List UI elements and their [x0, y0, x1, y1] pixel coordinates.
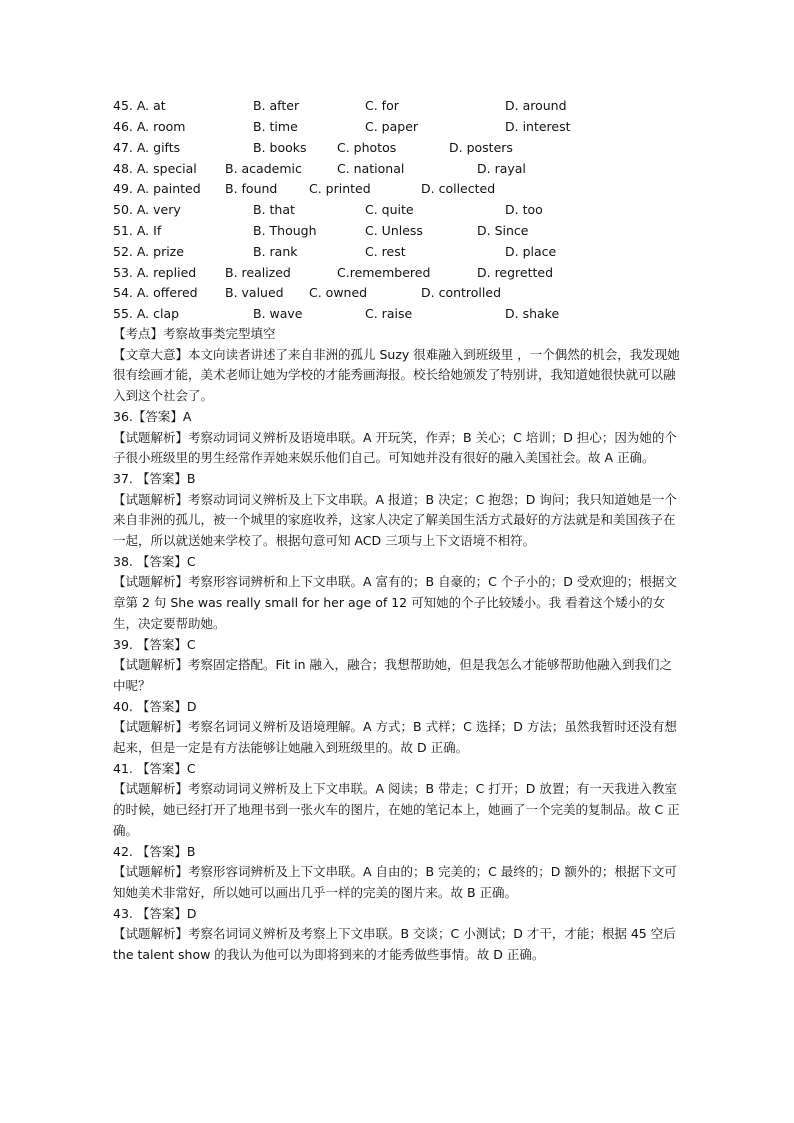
answer-43: 43. 【答案】D	[113, 905, 197, 921]
option-b: B. found	[225, 181, 278, 196]
option-a: 53. A. replied	[113, 265, 197, 280]
option-a: 55. A. clap	[113, 306, 180, 321]
option-d: D. place	[505, 244, 557, 259]
option-a: 52. A. prize	[113, 244, 184, 259]
option-b: B. realized	[225, 265, 291, 280]
option-a: 46. A. room	[113, 119, 186, 134]
kaodian-line: 【考点】考察故事类完型填空	[113, 326, 276, 341]
option-a: 54. A. offered	[113, 285, 198, 300]
analysis-43: 【试题解析】考察名词词义辨析及考察上下文串联。B 交谈；C 小测试；D 才干，才能；根据 45 空后 the talent show 的我认为他可以为即将到来的才能秀做些事情。故 D 正确。	[113, 926, 676, 963]
analysis-40: 【试题解析】考察名词词义辨析及语境理解。A 方式；B 式样；C 选择；D 方法；虽然我暂时还没有想起来，但是一定是有方法能够让她融入到班级里的。故 D 正确。	[113, 719, 677, 756]
option-c: C. paper	[365, 119, 419, 134]
analysis-38: 【试题解析】考察形容词辨析和上下文串联。A 富有的；B 自豪的；C 个子小的；D 受欢迎的；根据文章第 2 句 She was really small for her age of 12 可知她的个子比较矮小。我 看着这个矮小的女生，决定要帮助她。	[113, 574, 677, 631]
option-d: D. posters	[449, 140, 513, 155]
analysis-37: 【试题解析】考察动词词义辨析及上下文串联。A 报道；B 决定；C 抱怨；D 询问；我只知道她是一个来自非洲的孤儿，被一个城里的家庭收养，这家人决定了解美国生活方式最好的方法就是和美国孩子在一起，所以就送她来学校了。根据句意可知 ACD 三项与上下文语境不相符。	[113, 491, 677, 549]
option-c: C. for	[365, 98, 399, 113]
option-d: D. rayal	[477, 161, 526, 176]
option-c: C. Unless	[365, 223, 423, 238]
option-d: D. shake	[505, 306, 560, 321]
answer-38: 38. 【答案】C	[113, 553, 196, 569]
answer-37: 37. 【答案】B	[113, 470, 196, 486]
option-d: D. controlled	[421, 285, 501, 300]
option-d: D. interest	[505, 119, 571, 134]
option-c: C. owned	[309, 285, 368, 300]
answer-36: 36.【答案】A	[113, 408, 192, 424]
answer-explanations	[113, 324, 683, 966]
option-b: B. time	[253, 119, 298, 134]
option-a: 48. A. special	[113, 161, 197, 176]
option-b: B. rank	[253, 244, 298, 259]
passage-summary: 【文章大意】本文向读者讲述了来自非洲的孤儿 Suzy 很难融入到班级里 ，一个偶然的机会，我发现她很有绘画才能，美术老师让她为学校的才能秀画海报。校长给她颁发了特别讲，我知道她很快就可以融入到这个社会了。	[113, 346, 680, 404]
analysis-36: 【试题解析】考察动词词义辨析及语境串联。A 开玩笑，作弄；B 关心；C 培训；D 担心；因为她的个子很小班级里的男生经常作弄她来娱乐他们自己。可知她并没有很好的融入美国社会。故 A 正确。	[113, 429, 677, 466]
analysis-41: 【试题解析】考察动词词义辨析及上下文串联。A 阅读；B 带走；C 打开；D 放置；有一天我进入教室的时候，她已经打开了地理书到一张火车的图片，在她的笔记本上，她画了一个完美的复制品。故 C 正确。	[113, 781, 680, 838]
analysis-39: 【试题解析】考察固定搭配。Fit in 融入，融合；我想帮助她，但是我怎么才能够帮助他融入到我们之中呢？	[113, 657, 672, 693]
option-c: C. rest	[365, 244, 406, 259]
option-b: B. Though	[253, 223, 317, 238]
option-c: C. quite	[365, 202, 414, 217]
option-c: C.remembered	[337, 265, 431, 280]
option-c: C. printed	[309, 181, 371, 196]
option-b: B. wave	[253, 306, 303, 321]
option-a: 51. A. If	[113, 223, 162, 238]
option-d: D. regretted	[477, 265, 554, 280]
option-d: D. around	[505, 98, 567, 113]
answer-42: 42. 【答案】B	[113, 843, 196, 859]
option-d: D. collected	[421, 181, 496, 196]
option-a: 49. A. painted	[113, 181, 201, 196]
option-b: B. that	[253, 202, 295, 217]
option-b: B. books	[253, 140, 307, 155]
option-c: C. photos	[337, 140, 397, 155]
option-d: D. too	[505, 202, 543, 217]
option-b: B. after	[253, 98, 300, 113]
answer-40: 40. 【答案】D	[113, 698, 197, 714]
answer-41: 41. 【答案】C	[113, 760, 196, 776]
option-c: C. raise	[365, 306, 413, 321]
option-b: B. valued	[225, 285, 284, 300]
option-b: B. academic	[225, 161, 302, 176]
option-c: C. national	[337, 161, 405, 176]
option-a: 50. A. very	[113, 202, 181, 217]
option-a: 47. A. gifts	[113, 140, 181, 155]
option-d: D. Since	[477, 223, 529, 238]
analysis-42: 【试题解析】考察形容词辨析及上下文串联。A 自由的；B 完美的；C 最终的；D 额外的；根据下文可知她美术非常好，所以她可以画出几乎一样的完美的图片来。故 B 正确。	[113, 864, 677, 900]
answer-39: 39. 【答案】C	[113, 636, 196, 652]
option-a: 45. A. at	[113, 98, 166, 113]
